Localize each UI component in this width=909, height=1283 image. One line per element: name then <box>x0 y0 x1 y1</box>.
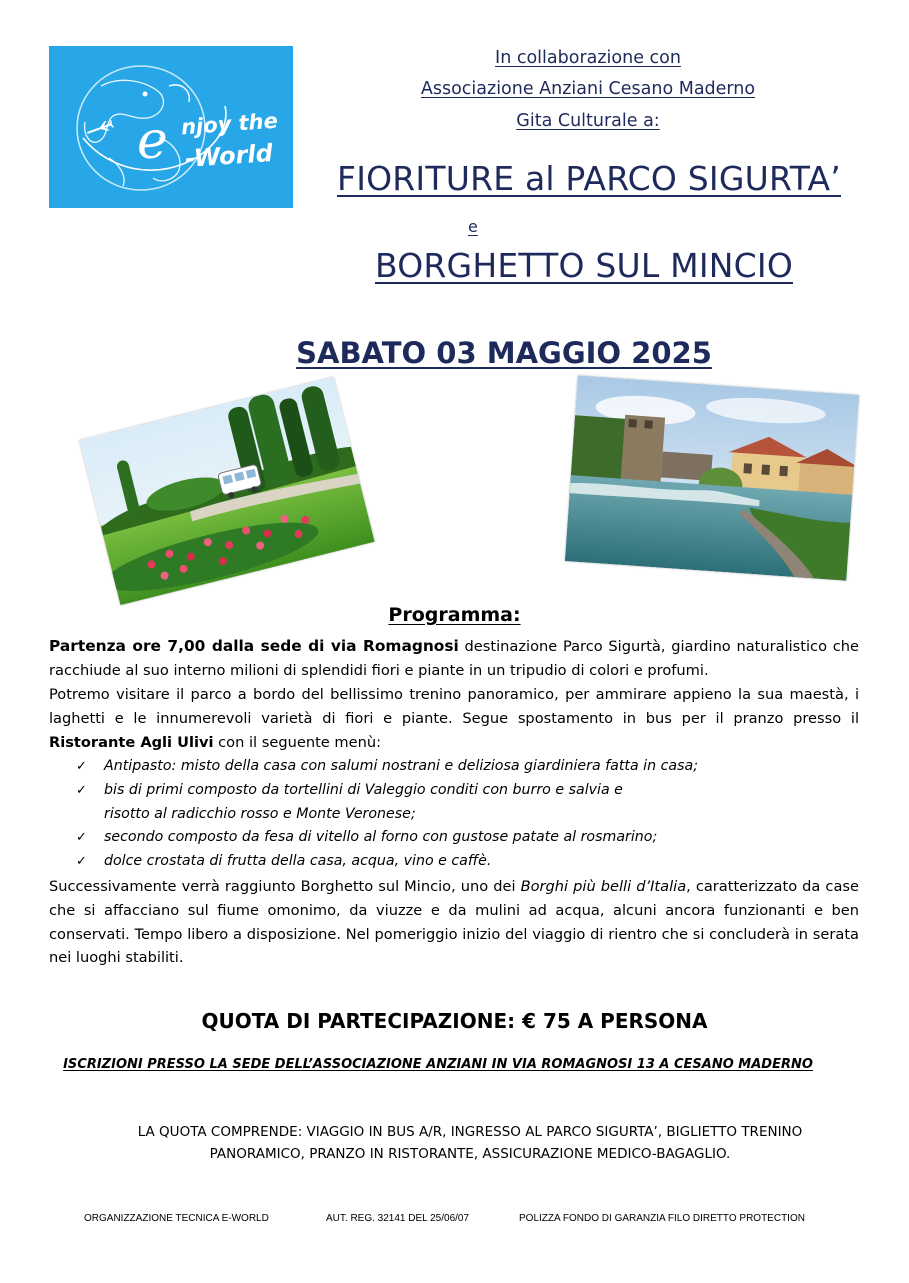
registration-info: ISCRIZIONI PRESSO LA SEDE DELL’ASSOCIAZIONE ANZIANI IN VIA ROMAGNOSI 13 A CESANO MADERNO <box>63 1057 813 1072</box>
price-heading: QUOTA DI PARTECIPAZIONE: € 75 A PERSONA <box>201 1009 708 1033</box>
header-line3: Gita Culturale a: <box>516 111 660 131</box>
paragraph-2-text: Potremo visitare il parco a bordo del bellissimo trenino panoramico, per ammirare appieno la sua maestà, i laghetti e le innumerevoli varietà di fiori e piante. Segue spostamento in bus per il pranzo presso il <box>49 686 859 727</box>
menu-item: ✓ dolce crostata di frutta della casa, acqua, vino e caffè. <box>76 850 866 874</box>
departure-info: Partenza ore 7,00 dalla sede di via Romagnosi <box>49 637 459 655</box>
check-icon: ✓ <box>76 854 87 870</box>
event-date: SABATO 03 MAGGIO 2025 <box>296 336 712 370</box>
borghi-highlight: Borghi più belli d’Italia <box>520 878 687 895</box>
paragraph-3-end: , caratterizzato da case che si affacciano sul fiume omonimo, da viuzze e da mulini ad acqua, alcuni ancora funzionanti e ben conservati. Tempo libero a disposizione. Nel pomeriggio inizio del viaggio di rientro che si concluderà in serata nei luoghi stabiliti. <box>49 878 859 967</box>
paragraph-3-text: Successivamente verrà raggiunto Borghetto sul Mincio, uno dei <box>49 878 521 895</box>
program-title: Programma: <box>388 604 521 626</box>
price-includes-line2: PANORAMICO, PRANZO IN RISTORANTE, ASSICURAZIONE MEDICO-BAGAGLIO. <box>209 1146 731 1162</box>
footer-insurance: POLIZZA FONDO DI GARANZIA FILO DIRETTO PROTECTION <box>519 1213 805 1224</box>
price-includes-line1: LA QUOTA COMPRENDE: VIAGGIO IN BUS A/R, INGRESSO AL PARCO SIGURTA’, BIGLIETTO TRENINO <box>137 1124 803 1140</box>
svg-text:e: e <box>137 111 168 171</box>
menu-item-continued: risotto al radicchio rosso e Monte Veronese; <box>104 805 416 822</box>
header-line1: In collaborazione con <box>495 48 681 68</box>
airplane-icon <box>86 119 115 138</box>
check-icon: ✓ <box>76 759 87 774</box>
logo-text-line1: njoy the <box>180 108 279 140</box>
title-connector: e <box>468 217 478 236</box>
title-borghetto: BORGHETTO SUL MINCIO <box>374 246 793 285</box>
menu-item: ✓ bis di primi composto da tortellini di Valeggio conditi con burro e salvia e <box>76 779 866 803</box>
program-paragraph-2 <box>49 683 859 754</box>
price-includes <box>100 1121 840 1165</box>
footer-authorization: AUT. REG. 32141 DEL 25/06/07 <box>326 1213 470 1224</box>
paragraph-2-end: con il seguente menù: <box>213 733 382 751</box>
photo-borghetto-mincio <box>565 375 859 580</box>
header-line2: Associazione Anziani Cesano Maderno <box>420 79 756 99</box>
program-paragraph-3 <box>49 875 859 970</box>
photo-parco-sigurta <box>79 377 374 605</box>
restaurant-name: Ristorante Agli Ulivi <box>49 733 214 751</box>
footer-organization: ORGANIZZAZIONE TECNICA E-WORLD <box>84 1213 269 1224</box>
paragraph-1-text: destinazione Parco Sigurtà, giardino naturalistico che racchiude al suo interno milioni di splendidi fiori e piante in un tripudio di colori e profumi. <box>49 638 859 679</box>
logo-text-line2: -World <box>184 138 274 174</box>
program-paragraph-1 <box>49 635 859 683</box>
menu-item: ✓ Antipasto: misto della casa con salumi nostrani e deliziosa giardiniera fatta in casa; <box>76 755 866 779</box>
menu-item: ✓ secondo composto da fesa di vitello al forno con gustose patate al rosmarino; <box>76 826 866 850</box>
title-fioriture: FIORITURE al PARCO SIGURTA’ <box>337 159 841 198</box>
enjoy-the-eworld-logo <box>49 46 293 208</box>
menu-list <box>76 755 866 874</box>
check-icon: ✓ <box>76 782 87 798</box>
check-icon: ✓ <box>76 830 87 846</box>
